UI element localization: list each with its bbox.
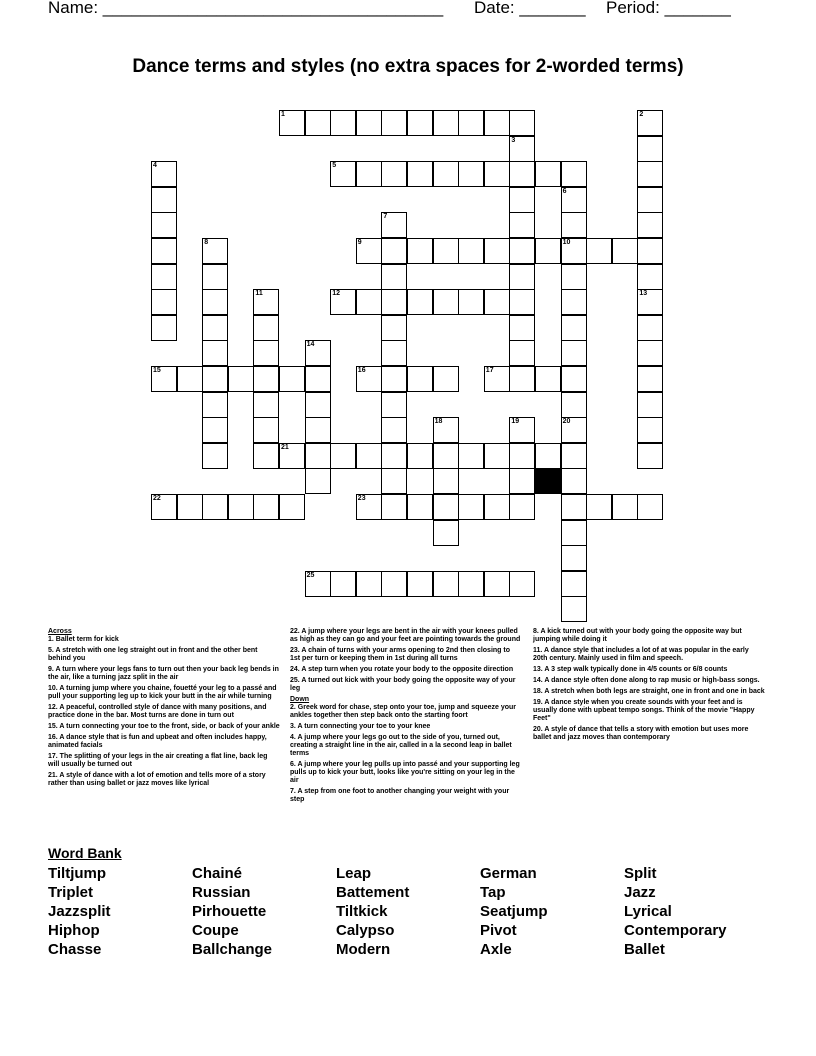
grid-cell[interactable] xyxy=(535,443,561,469)
grid-cell[interactable] xyxy=(458,238,484,264)
grid-cell[interactable] xyxy=(561,545,587,571)
grid-cell[interactable] xyxy=(484,494,510,520)
grid-cell[interactable] xyxy=(637,187,663,213)
clue-text: 16. A dance style that is fun and upbeat and often includes happy, animated facials xyxy=(48,734,267,749)
grid-cell[interactable] xyxy=(433,289,459,315)
grid-cell[interactable] xyxy=(151,264,177,290)
word-bank-item: German xyxy=(480,865,537,882)
grid-cell[interactable] xyxy=(561,468,587,494)
grid-cell[interactable] xyxy=(253,392,279,418)
grid-cell[interactable] xyxy=(279,366,305,392)
word-bank-item: Coupe xyxy=(192,922,239,939)
word-bank-item: Russian xyxy=(192,884,251,901)
grid-cell[interactable] xyxy=(433,571,459,597)
clue-text: 21. A style of dance with a lot of emotion and tells more of a story rather than using ballet or jazz moves like lyrical xyxy=(48,772,266,787)
grid-cell[interactable] xyxy=(484,110,510,136)
grid-cell[interactable] xyxy=(305,443,331,469)
grid-cell[interactable] xyxy=(433,468,459,494)
word-bank-column xyxy=(336,864,476,959)
grid-cell[interactable] xyxy=(407,443,433,469)
grid-cell[interactable] xyxy=(305,366,331,392)
grid-cell[interactable] xyxy=(253,340,279,366)
grid-cell[interactable] xyxy=(381,443,407,469)
word-bank-item: Jazzsplit xyxy=(48,903,111,920)
grid-cell[interactable] xyxy=(151,212,177,238)
grid-cell[interactable] xyxy=(561,315,587,341)
grid-cell[interactable] xyxy=(151,238,177,264)
grid-cell[interactable] xyxy=(637,340,663,366)
grid-cell[interactable] xyxy=(637,417,663,443)
grid-cell[interactable] xyxy=(535,161,561,187)
grid-cell[interactable] xyxy=(509,212,535,238)
grid-cell[interactable] xyxy=(381,315,407,341)
grid-cell[interactable] xyxy=(484,571,510,597)
grid-cell[interactable] xyxy=(381,238,407,264)
grid-cell[interactable] xyxy=(509,494,535,520)
clue-section-heading: Across xyxy=(48,628,72,635)
grid-cell[interactable] xyxy=(561,212,587,238)
grid-cell[interactable] xyxy=(561,417,587,443)
clue-text: 9. A turn where your legs fans to turn out then your back leg bends in the air, like a turning jazz split in the air xyxy=(48,666,279,681)
grid-cell[interactable] xyxy=(509,571,535,597)
clue-text: 23. A chain of turns with your arms opening to 2nd then closing to 1st per turn or keeping them in 1st during all turns xyxy=(290,647,510,662)
grid-cell[interactable] xyxy=(381,212,407,238)
page-title: Dance terms and styles (no extra spaces for 2-worded terms) xyxy=(132,56,684,77)
grid-cell[interactable] xyxy=(509,315,535,341)
grid-cell[interactable] xyxy=(381,289,407,315)
grid-cell[interactable] xyxy=(381,366,407,392)
grid-cell[interactable] xyxy=(356,238,382,264)
clue-text: 8. A kick turned out with your body going the opposite way but jumping while doing it xyxy=(533,628,742,643)
grid-cell[interactable] xyxy=(330,110,356,136)
grid-cell[interactable] xyxy=(151,494,177,520)
grid-cell[interactable] xyxy=(407,110,433,136)
word-bank-item: Hiphop xyxy=(48,922,100,939)
grid-cell[interactable] xyxy=(356,366,382,392)
grid-cell[interactable] xyxy=(279,494,305,520)
black-square xyxy=(535,468,561,494)
clue-number: 13 xyxy=(639,290,648,298)
clue-text: 4. A jump where your legs go out to the side of you, turned out, creating a straight line in the air, called in a la second leap in ballet terms xyxy=(290,734,512,757)
grid-cell[interactable] xyxy=(458,571,484,597)
word-bank-item: Chasse xyxy=(48,941,102,958)
grid-cell[interactable] xyxy=(509,264,535,290)
clue-number: 10 xyxy=(562,239,571,246)
grid-cell[interactable] xyxy=(612,238,638,264)
grid-cell[interactable] xyxy=(637,289,663,315)
grid-cell[interactable] xyxy=(228,494,254,520)
grid-cell[interactable] xyxy=(637,264,663,290)
word-bank-item: Pirhouette xyxy=(192,903,267,920)
word-bank-item: Triplet xyxy=(48,884,94,901)
grid-cell[interactable] xyxy=(561,238,587,264)
grid-cell[interactable] xyxy=(509,136,535,162)
clue-number: 17 xyxy=(485,367,494,374)
word-bank-item: Battement xyxy=(336,884,410,901)
grid-cell[interactable] xyxy=(202,392,228,418)
grid-cell[interactable] xyxy=(177,366,203,392)
clue-number: 4 xyxy=(153,162,157,170)
grid-cell[interactable] xyxy=(561,520,587,546)
grid-cell[interactable] xyxy=(279,110,305,136)
grid-cell[interactable] xyxy=(535,238,561,264)
grid-cell[interactable] xyxy=(561,264,587,290)
grid-cell[interactable] xyxy=(407,238,433,264)
grid-cell[interactable] xyxy=(407,161,433,187)
clue-text: 11. A dance style that includes a lot of at was popular in the early 20th century. Mainly used in film and speech. xyxy=(533,647,749,662)
grid-cell[interactable] xyxy=(637,161,663,187)
clue-number: 15 xyxy=(153,367,161,374)
grid-cell[interactable] xyxy=(356,161,382,187)
grid-cell[interactable] xyxy=(509,289,535,315)
grid-cell[interactable] xyxy=(356,443,382,469)
clue-number: 8 xyxy=(204,239,209,246)
clue-text: 17. The splitting of your legs in the air creating a flat line, back leg will usually be turned out xyxy=(48,753,268,768)
grid-cell[interactable] xyxy=(407,571,433,597)
grid-cell[interactable] xyxy=(253,494,279,520)
grid-cell[interactable] xyxy=(561,392,587,418)
grid-cell[interactable] xyxy=(637,136,663,162)
grid-cell[interactable] xyxy=(330,443,356,469)
clue-number: 9 xyxy=(357,239,362,246)
grid-cell[interactable] xyxy=(305,571,331,597)
clue-text: 22. A jump where your legs are bent in the air with your knees pulled as high as they can go and your feet are pointing towards the ground xyxy=(290,628,521,643)
grid-cell[interactable] xyxy=(509,340,535,366)
grid-cell[interactable] xyxy=(458,110,484,136)
grid-cell[interactable] xyxy=(637,238,663,264)
clue-number: 25 xyxy=(306,571,315,579)
grid-cell[interactable] xyxy=(612,494,638,520)
grid-cell[interactable] xyxy=(484,238,510,264)
grid-cell[interactable] xyxy=(433,161,459,187)
grid-cell[interactable] xyxy=(509,468,535,494)
grid-cell[interactable] xyxy=(637,315,663,341)
grid-cell[interactable] xyxy=(356,289,382,315)
grid-cell[interactable] xyxy=(202,417,228,443)
grid-cell[interactable] xyxy=(561,366,587,392)
grid-cell[interactable] xyxy=(586,494,612,520)
grid-cell[interactable] xyxy=(202,289,228,315)
clue-number: 20 xyxy=(562,418,571,426)
word-bank-title: Word Bank xyxy=(48,845,122,861)
grid-cell[interactable] xyxy=(305,392,331,418)
word-bank-item: Tap xyxy=(480,884,506,901)
grid-cell[interactable] xyxy=(509,417,535,443)
grid-cell[interactable] xyxy=(561,571,587,597)
clue-number: 11 xyxy=(255,290,263,298)
grid-cell[interactable] xyxy=(177,494,203,520)
grid-cell[interactable] xyxy=(253,443,279,469)
grid-cell[interactable] xyxy=(202,366,228,392)
grid-cell[interactable] xyxy=(330,289,356,315)
clue-text: 3. A turn connecting your toe to your knee xyxy=(290,723,431,730)
grid-cell[interactable] xyxy=(484,443,510,469)
grid-cell[interactable] xyxy=(253,417,279,443)
grid-cell[interactable] xyxy=(407,366,433,392)
grid-cell[interactable] xyxy=(305,340,331,366)
grid-cell[interactable] xyxy=(458,494,484,520)
grid-cell[interactable] xyxy=(381,110,407,136)
period-field[interactable]: Period: _______ xyxy=(606,0,731,17)
grid-cell[interactable] xyxy=(228,366,254,392)
grid-cell[interactable] xyxy=(202,264,228,290)
grid-cell[interactable] xyxy=(637,110,663,136)
clue-text: 12. A peaceful, controlled style of dance with many positions, and practice done in the bar. Most turns are done in turn out xyxy=(48,704,267,719)
grid-cell[interactable] xyxy=(509,443,535,469)
word-bank-column xyxy=(48,864,188,959)
clue-text: 1. Ballet term for kick xyxy=(48,636,119,643)
word-bank-column xyxy=(480,864,620,959)
grid-cell[interactable] xyxy=(407,494,433,520)
grid-cell[interactable] xyxy=(561,596,587,622)
grid-cell[interactable] xyxy=(433,443,459,469)
word-bank-item: Chainé xyxy=(192,865,243,882)
grid-cell[interactable] xyxy=(458,443,484,469)
grid-cell[interactable] xyxy=(356,494,382,520)
clue-number: 1 xyxy=(281,111,285,118)
grid-cell[interactable] xyxy=(381,571,407,597)
grid-cell[interactable] xyxy=(509,238,535,264)
grid-cell[interactable] xyxy=(202,494,228,520)
grid-cell[interactable] xyxy=(535,366,561,392)
clue-number: 21 xyxy=(281,443,289,451)
grid-cell[interactable] xyxy=(637,212,663,238)
grid-cell[interactable] xyxy=(484,366,510,392)
clue-number: 22 xyxy=(153,495,161,502)
grid-cell[interactable] xyxy=(151,289,177,315)
grid-cell[interactable] xyxy=(433,238,459,264)
grid-cell[interactable] xyxy=(381,340,407,366)
clue-text: 13. A 3 step walk typically done in 4/5 counts or 6/8 counts xyxy=(533,666,728,673)
grid-cell[interactable] xyxy=(509,110,535,136)
grid-cell[interactable] xyxy=(561,161,587,187)
word-bank-item: Split xyxy=(624,865,657,882)
clue-text: 14. A dance style often done along to rap music or high-bass songs. xyxy=(533,677,760,684)
grid-cell[interactable] xyxy=(381,161,407,187)
clue-number: 18 xyxy=(434,418,443,426)
grid-cell[interactable] xyxy=(151,187,177,213)
grid-cell[interactable] xyxy=(356,571,382,597)
clue-number: 3 xyxy=(511,136,516,144)
grid-cell[interactable] xyxy=(151,366,177,392)
word-bank-item: Lyrical xyxy=(624,903,672,920)
word-bank-item: Pivot xyxy=(480,922,517,939)
grid-cell[interactable] xyxy=(637,494,663,520)
grid-cell[interactable] xyxy=(381,392,407,418)
date-field[interactable]: Date: _______ xyxy=(474,0,586,17)
clue-text: 20. A style of dance that tells a story with emotion but uses more ballet and jazz moves than contemporary xyxy=(533,726,749,741)
clue-text: 19. A dance style when you create sounds with your feet and is usually done with upbeat tempo songs. Think of the movie "Happy Feet" xyxy=(533,699,755,722)
clue-section-heading: Down xyxy=(290,696,310,703)
word-bank-item: Calypso xyxy=(336,922,395,939)
name-field[interactable]: Name: ____________________________________ xyxy=(48,0,444,17)
grid-cell[interactable] xyxy=(279,443,305,469)
grid-cell[interactable] xyxy=(151,161,177,187)
grid-cell[interactable] xyxy=(433,520,459,546)
grid-cell[interactable] xyxy=(381,264,407,290)
grid-cell[interactable] xyxy=(433,417,459,443)
clue-number: 23 xyxy=(357,495,366,502)
grid-cell[interactable] xyxy=(356,110,382,136)
grid-cell[interactable] xyxy=(586,238,612,264)
grid-cell[interactable] xyxy=(253,289,279,315)
grid-cell[interactable] xyxy=(484,289,510,315)
clue-text: 5. A stretch with one leg straight out in front and the other bent behind you xyxy=(48,647,258,662)
clue-number: 5 xyxy=(332,162,337,170)
grid-cell[interactable] xyxy=(202,238,228,264)
clues-column-3 xyxy=(533,628,765,745)
grid-cell[interactable] xyxy=(381,417,407,443)
word-bank-item: Tiltjump xyxy=(48,865,107,882)
grid-cell[interactable] xyxy=(561,340,587,366)
grid-cell[interactable] xyxy=(305,417,331,443)
clue-text: 18. A stretch when both legs are straight, one in front and one in back xyxy=(533,688,765,695)
grid-cell[interactable] xyxy=(458,161,484,187)
grid-cell[interactable] xyxy=(637,443,663,469)
word-bank-item: Contemporary xyxy=(624,922,727,939)
clue-text: 10. A turning jump where you chaine, fouetté your leg to a passé and pull your supporting leg up to kick your butt in the air while turning xyxy=(48,685,277,700)
grid-cell[interactable] xyxy=(458,289,484,315)
grid-cell[interactable] xyxy=(305,468,331,494)
grid-cell[interactable] xyxy=(151,315,177,341)
clue-number: 16 xyxy=(357,367,366,374)
clues-column-2 xyxy=(290,628,522,807)
grid-cell[interactable] xyxy=(433,366,459,392)
grid-cell[interactable] xyxy=(561,289,587,315)
word-bank-item: Leap xyxy=(336,865,372,882)
clue-number: 14 xyxy=(306,341,315,349)
grid-cell[interactable] xyxy=(509,187,535,213)
word-bank-item: Axle xyxy=(480,941,512,958)
grid-cell[interactable] xyxy=(509,366,535,392)
grid-cell[interactable] xyxy=(509,161,535,187)
grid-cell[interactable] xyxy=(637,366,663,392)
grid-cell[interactable] xyxy=(433,494,459,520)
grid-cell[interactable] xyxy=(330,161,356,187)
grid-cell[interactable] xyxy=(561,443,587,469)
grid-cell[interactable] xyxy=(381,494,407,520)
grid-cell[interactable] xyxy=(253,315,279,341)
word-bank-item: Jazz xyxy=(624,884,656,901)
grid-cell[interactable] xyxy=(202,443,228,469)
grid-cell[interactable] xyxy=(484,161,510,187)
clue-text: 25. A turned out kick with your body going the opposite way of your leg xyxy=(290,677,516,692)
grid-cell[interactable] xyxy=(637,392,663,418)
word-bank-item: Tiltkick xyxy=(336,903,388,920)
word-bank-column xyxy=(624,864,764,959)
grid-cell[interactable] xyxy=(253,366,279,392)
clue-text: 6. A jump where your leg pulls up into passé and your supporting leg pulls up to kick your butt, looks like you're sitting on your leg in the air xyxy=(290,761,520,784)
word-bank-column xyxy=(192,864,332,959)
grid-cell[interactable] xyxy=(305,110,331,136)
grid-cell[interactable] xyxy=(202,340,228,366)
grid-cell[interactable] xyxy=(433,110,459,136)
clue-text: 2. Greek word for chase, step onto your toe, jump and squeeze your ankles together then step back onto the starting foort xyxy=(290,704,516,719)
clue-number: 19 xyxy=(511,418,520,426)
grid-cell[interactable] xyxy=(561,187,587,213)
grid-cell[interactable] xyxy=(561,494,587,520)
grid-cell[interactable] xyxy=(381,468,407,494)
clue-number: 2 xyxy=(639,111,644,118)
word-bank-item: Ballchange xyxy=(192,941,273,958)
clue-number: 6 xyxy=(562,187,567,195)
word-bank-item: Modern xyxy=(336,941,391,958)
grid-cell[interactable] xyxy=(330,571,356,597)
clue-text: 24. A step turn when you rotate your body to the opposite direction xyxy=(290,666,514,673)
grid-cell[interactable] xyxy=(202,315,228,341)
word-bank-item: Seatjump xyxy=(480,903,548,920)
clue-number: 7 xyxy=(383,213,388,221)
grid-cell[interactable] xyxy=(407,289,433,315)
word-bank-item: Ballet xyxy=(624,941,665,958)
clue-number: 12 xyxy=(332,290,340,298)
clue-text: 7. A step from one foot to another changing your weight with your step xyxy=(290,788,510,803)
clues-column-1 xyxy=(48,628,280,791)
clue-text: 15. A turn connecting your toe to the front, side, or back of your ankle xyxy=(48,723,280,730)
